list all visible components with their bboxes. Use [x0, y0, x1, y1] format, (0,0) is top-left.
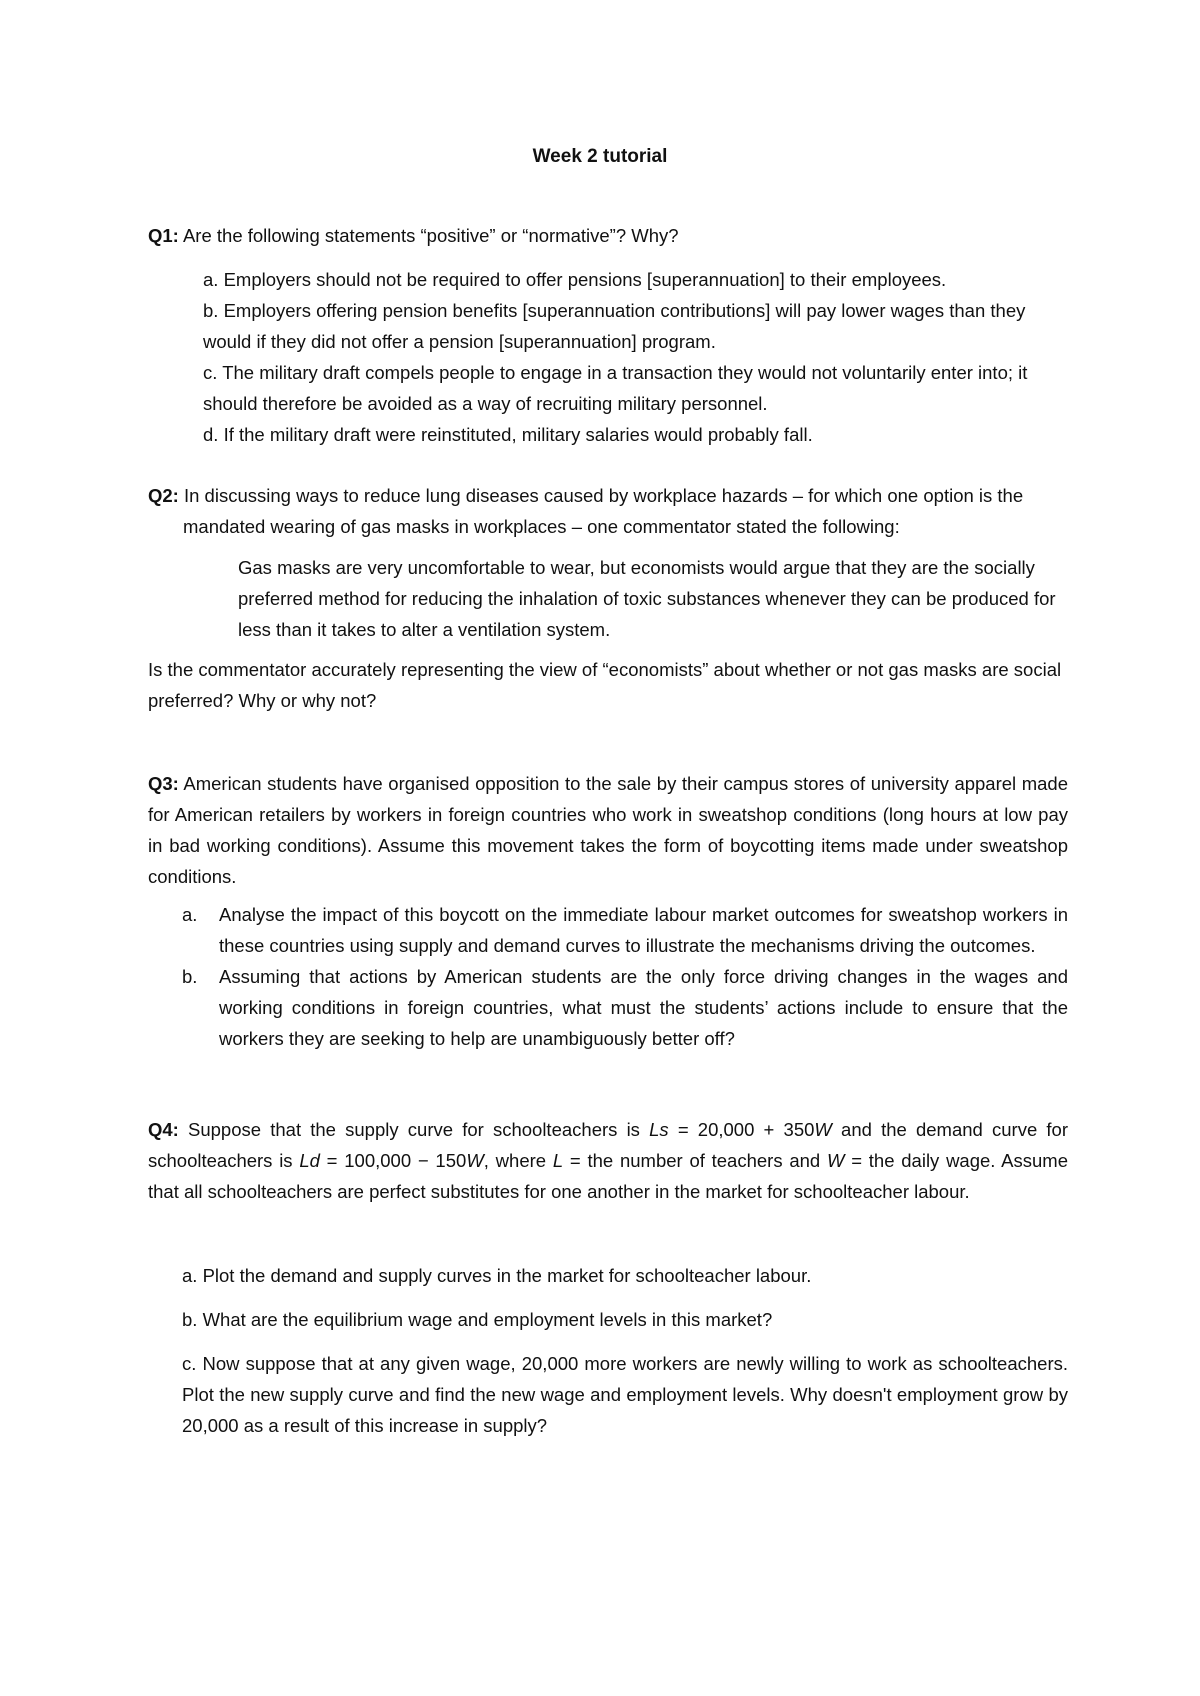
q4-label: Q4: [148, 1119, 179, 1140]
q4-var-l: L [552, 1150, 564, 1171]
q4-question [148, 1114, 1068, 1207]
q1-item-b: b. Employers offering pension benefits [superannuation contributions] will pay lower wages than they would if they did not offer a pension [superannuation] program. [203, 300, 1026, 352]
q3-label: Q3: [148, 773, 179, 794]
q2-label: Q2: [148, 485, 179, 506]
q4-text-4: = 100,000 − 150 [319, 1150, 467, 1171]
q1-item-d: d. If the military draft were reinstituted, military salaries would probably fall. [203, 424, 813, 445]
q2-followup: Is the commentator accurately representing the view of “economists” about whether or not gas masks are social preferred? Why or why not? [148, 659, 1062, 711]
q3-item-b-text: Assuming that actions by American students are the only force driving changes in the wages and working conditions in foreign countries, what must the students’ actions include to ensure that the workers they are seeking to help are unambiguously better off? [219, 966, 1068, 1049]
q2-quote: Gas masks are very uncomfortable to wear, but economists would argue that they are the socially preferred method for reducing the inhalation of toxic substances whenever they can be produced for less than it takes to alter a ventilation system. [238, 557, 1056, 640]
q4-var-ld: Ld [299, 1150, 320, 1171]
q4-var-w: W [814, 1119, 832, 1140]
q1-item-c: c. The military draft compels people to engage in a transaction they would not voluntarily enter into; it should therefore be avoided as a way of recruiting military personnel. [203, 362, 1028, 414]
q1-text: Are the following statements “positive” or “normative”? Why? [178, 225, 679, 246]
q3-text: American students have organised opposition to the sale by their campus stores of university apparel made for American retailers by workers in foreign countries who work in sweatshop conditions (long hours at low pay in bad working conditions). Assume this movement takes the form of boycotting items made under sweatshop conditions. [148, 773, 1068, 887]
q3-item-b [182, 961, 1068, 1054]
q4-text-2: = 20,000 + 350 [668, 1119, 815, 1140]
page-title: Week 2 tutorial [532, 146, 668, 167]
q3-items [182, 899, 1068, 1054]
q4-text-1: Suppose that the supply curve for schoolteachers is [178, 1119, 650, 1140]
q3-item-b-label: b. [182, 966, 198, 987]
q4-item-a: a. Plot the demand and supply curves in the market for schoolteacher labour. [182, 1265, 812, 1286]
q3-item-a-text: Analyse the impact of this boycott on the immediate labour market outcomes for sweatshop workers in these countries using supply and demand curves to illustrate the mechanisms driving the outcomes. [219, 904, 1068, 956]
q3-item-a-label: a. [182, 904, 198, 925]
q4-text-7: = the daily wage. Assume that all schoolteachers are perfect substitutes for one another in the market for schoolteacher labour. [148, 1150, 1069, 1202]
q4-var-w: W [466, 1150, 484, 1171]
q3-item-a [182, 899, 1068, 961]
q3-question [148, 768, 1068, 892]
q4-var-ls: Ls [649, 1119, 669, 1140]
q4-text-3: and the demand curve for schoolteachers is [148, 1119, 1069, 1171]
q4-var-w: W [826, 1150, 845, 1171]
q4-text-5: , where [483, 1150, 553, 1171]
q4-text-6: = the number of teachers and [563, 1150, 827, 1171]
q2-question [148, 480, 1103, 542]
q4-item-b: b. What are the equilibrium wage and employment levels in this market? [182, 1309, 773, 1330]
q4-item-c: c. Now suppose that at any given wage, 20,000 more workers are newly willing to work as schoolteachers. Plot the new supply curve and find the new wage and employment levels. Why doesn't employment grow by 20,000 as a result of this increase in supply? [182, 1353, 1068, 1436]
q1-items [203, 264, 1065, 450]
q1-question [148, 220, 1068, 251]
q1-label: Q1: [148, 225, 179, 246]
q2-text: In discussing ways to reduce lung diseases caused by workplace hazards – for which one option is the mandated wearing of gas masks in workplaces – one commentator stated the following: [178, 485, 1024, 537]
q1-item-a: a. Employers should not be required to offer pensions [superannuation] to their employees. [203, 269, 947, 290]
